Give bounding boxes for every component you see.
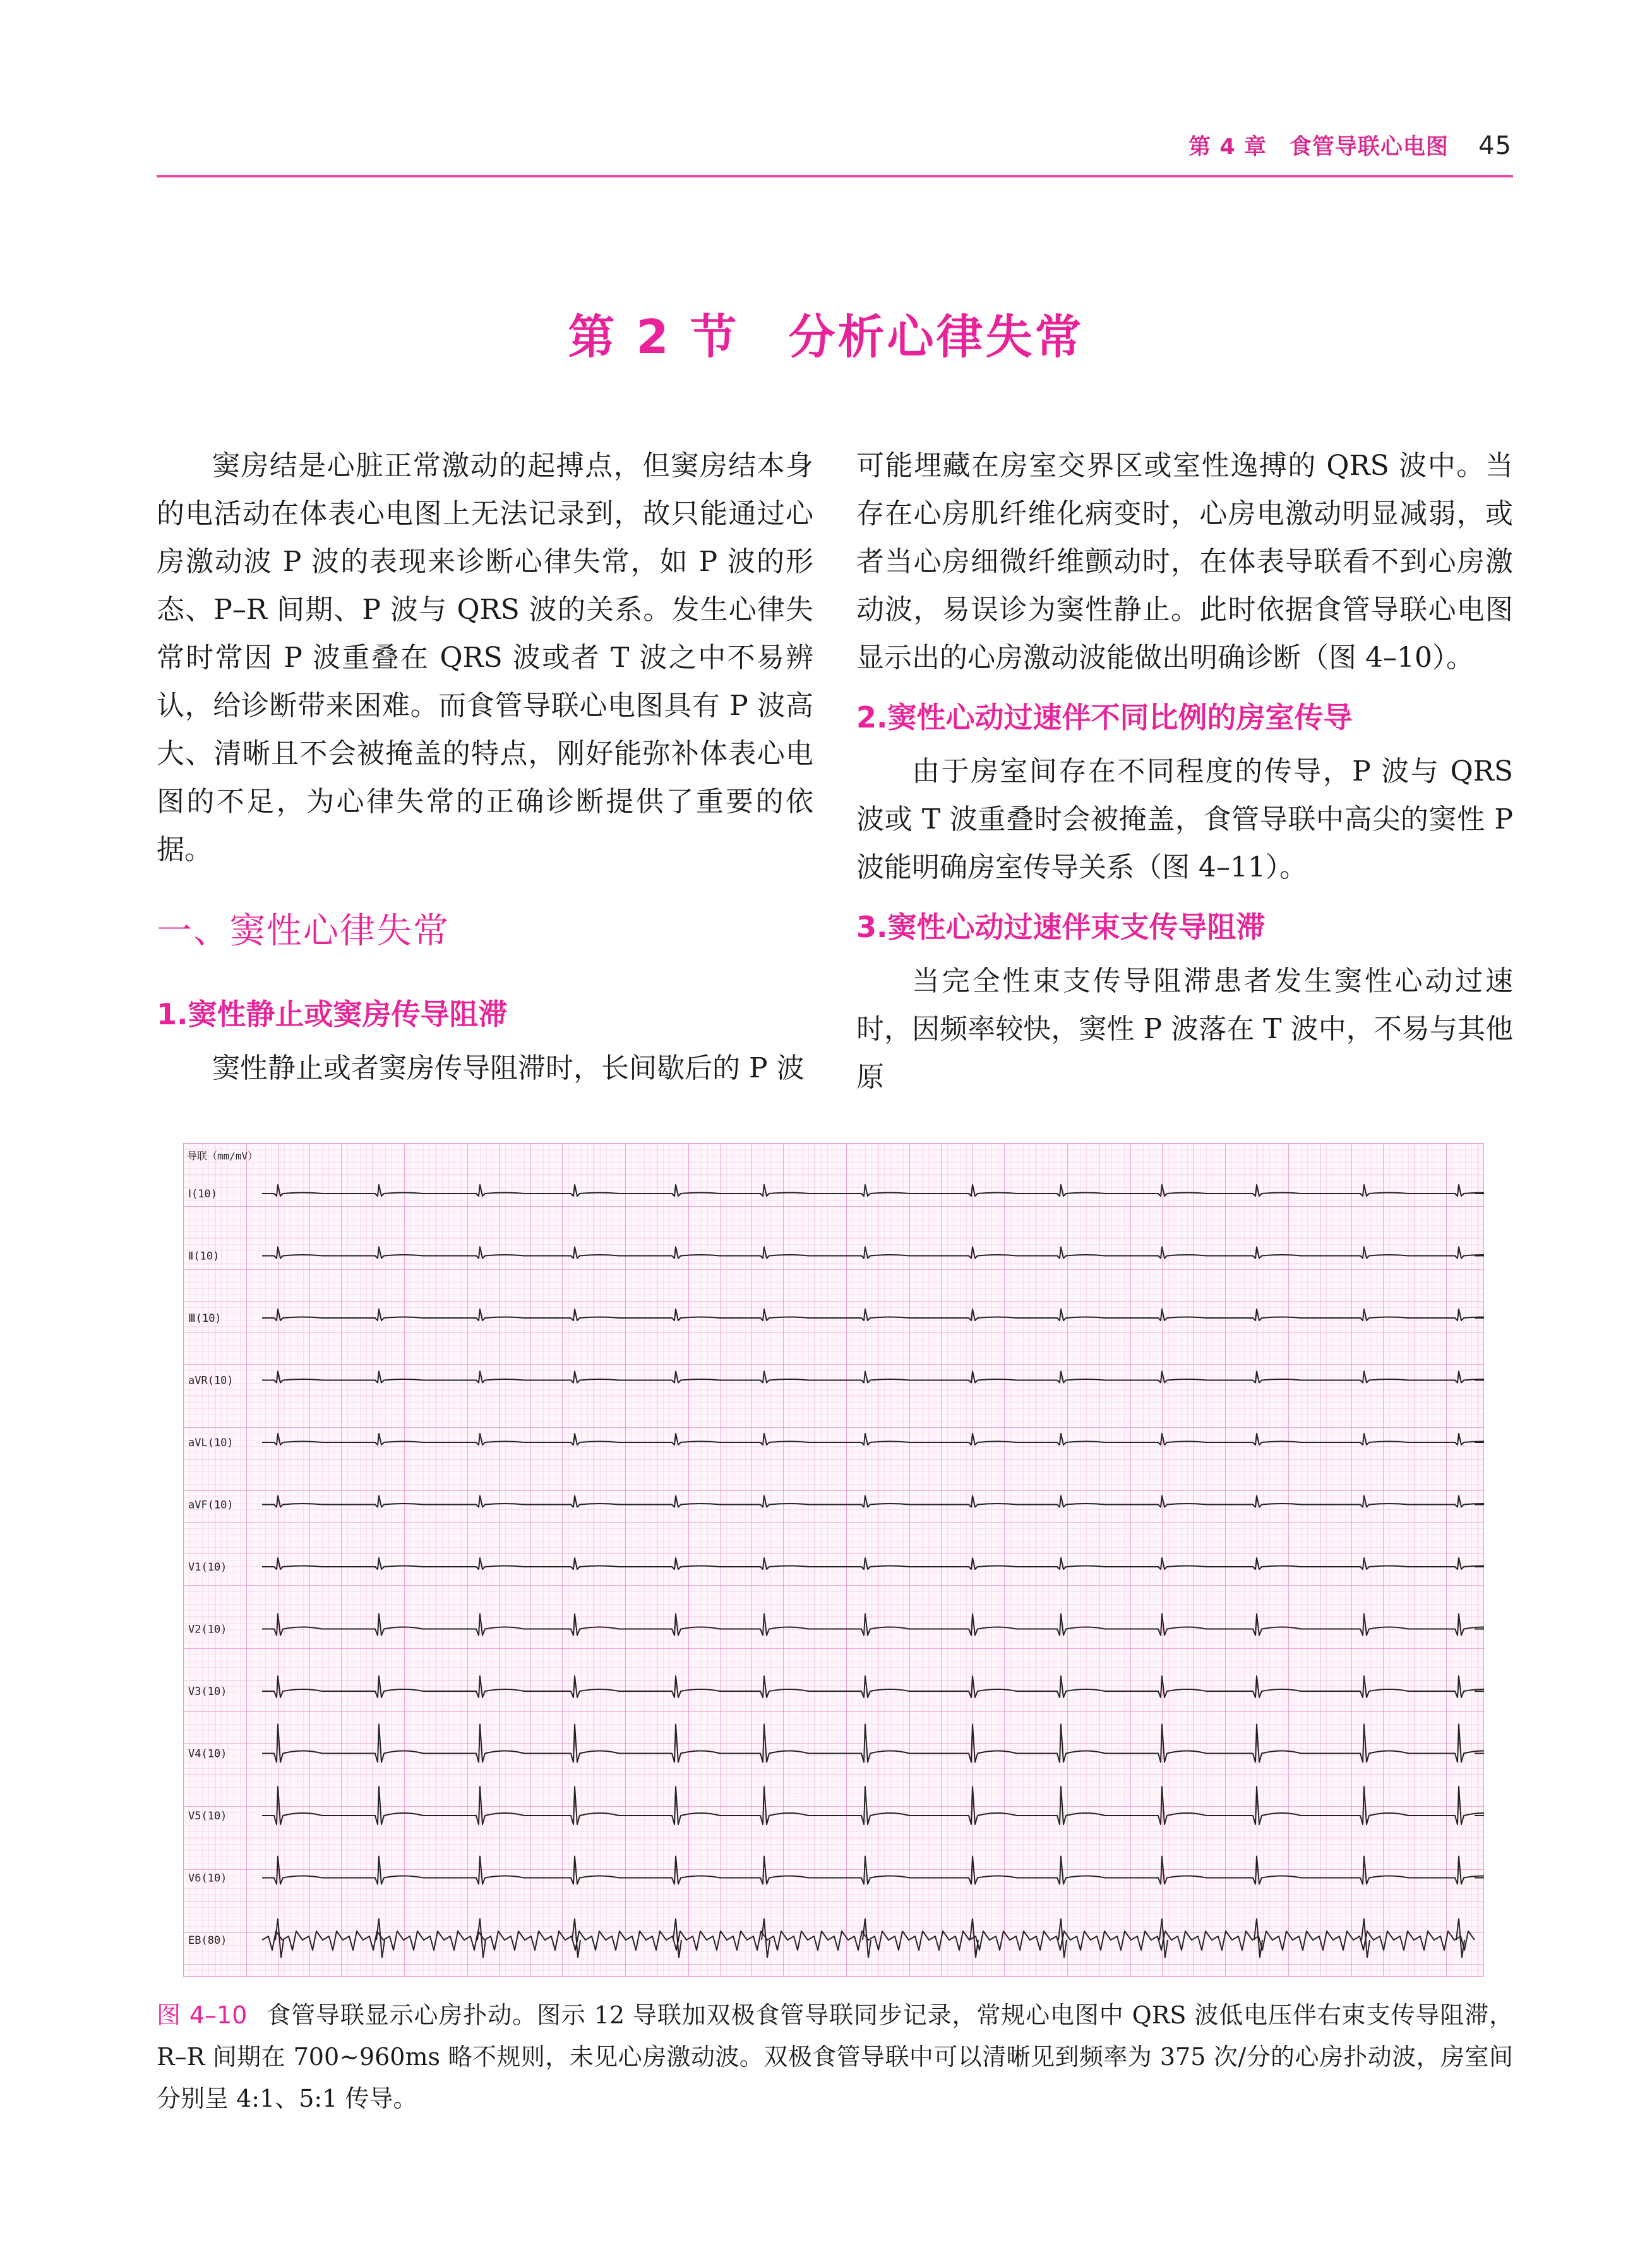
- lead-label: Ⅲ(10): [188, 1312, 222, 1325]
- ecg-figure: [183, 1143, 1484, 1977]
- chapter-title: 第 4 章 食管导联心电图: [1188, 135, 1449, 160]
- subheading-tachycardia-bbb: 3.窦性心动过速伴束支传导阻滞: [856, 910, 1266, 944]
- lead-label: aVF(10): [188, 1499, 234, 1512]
- lead-label: Ⅱ(10): [188, 1250, 220, 1263]
- running-header: [1188, 129, 1512, 161]
- lead-label: V4(10): [188, 1747, 227, 1761]
- tachycardia-bbb-paragraph: 当完全性束支传导阻滞患者发生窦性心动过速时，因频率较快，窦性 P 波落在 T 波中，不易与其他原: [856, 965, 1513, 1093]
- lead-label: Ⅰ(10): [188, 1188, 217, 1200]
- lead-label: aVR(10): [188, 1374, 234, 1387]
- lead-label: aVL(10): [188, 1437, 234, 1449]
- heading-sinus-arrhythmia: 一、窦性心律失常: [157, 911, 450, 952]
- lead-label: V6(10): [188, 1872, 227, 1885]
- lead-unit-label: 导联（mm/mV）: [187, 1150, 258, 1162]
- right-column: [856, 442, 1513, 1101]
- tachycardia-av-paragraph: 由于房室间存在不同程度的传导，P 波与 QRS 波或 T 波重叠时会被掩盖，食管导联中高尖的窦性 P 波能明确房室传导关系（图 4–11）。: [856, 755, 1513, 883]
- header-divider: [157, 175, 1513, 177]
- figure-label: 图 4–10: [157, 2001, 248, 2029]
- section-title: 第 2 节 分析心律失常: [568, 310, 1084, 364]
- intro-paragraph: 窦房结是心脏正常激动的起搏点，但窦房结本身的电活动在体表心电图上无法记录到，故只能通过心房激动波 P 波的表现来诊断心律失常，如 P 波的形态、P–R 间期、P 波与 QRS 波的关系。发生心律失常时常因 P 波重叠在 QRS 波或者 T 波之中不易辨认，给诊断带来困难。而食管导联心电图具有 P 波高大、清晰且不会被掩盖的特点，刚好能弥补体表心电图的不足，为心律失常的正确诊断提供了重要的依据。: [157, 450, 813, 866]
- ecg-strip: [183, 1143, 1484, 1977]
- lead-label: EB(80): [188, 1934, 227, 1947]
- lead-label: V5(10): [188, 1810, 227, 1823]
- left-column: [157, 442, 813, 1093]
- figure-caption: [157, 1994, 1513, 2119]
- caption-text: 食管导联显示心房扑动。图示 12 导联加双极食管导联同步记录，常规心电图中 QRS 波低电压伴右束支传导阻滞，R–R 间期在 700~960ms 略不规则，未见心房激动波。双极食管导联中可以清晰见到频率为 375 次/分的心房扑动波，房室间分别呈 4:1、5:1 传导。: [157, 2001, 1513, 2112]
- page-number: 45: [1478, 131, 1512, 160]
- sinus-arrest-paragraph: 窦性静止或者窦房传导阻滞时，长间歇后的 P 波: [212, 1052, 805, 1084]
- continued-paragraph: 可能埋藏在房室交界区或室性逸搏的 QRS 波中。当存在心房肌纤维化病变时，心房电激动明显减弱，或者当心房细微纤维颤动时，在体表导联看不到心房激动波，易误诊为窦性静止。此时依据食管导联心电图显示出的心房激动波能做出明确诊断（图 4–10）。: [856, 450, 1513, 674]
- subheading-sinus-arrest: 1.窦性静止或窦房传导阻滞: [157, 997, 508, 1031]
- subheading-tachycardia-av: 2.窦性心动过速伴不同比例的房室传导: [856, 700, 1353, 734]
- lead-label: V1(10): [188, 1561, 227, 1574]
- lead-label: V3(10): [188, 1685, 227, 1698]
- lead-label: V2(10): [188, 1623, 227, 1636]
